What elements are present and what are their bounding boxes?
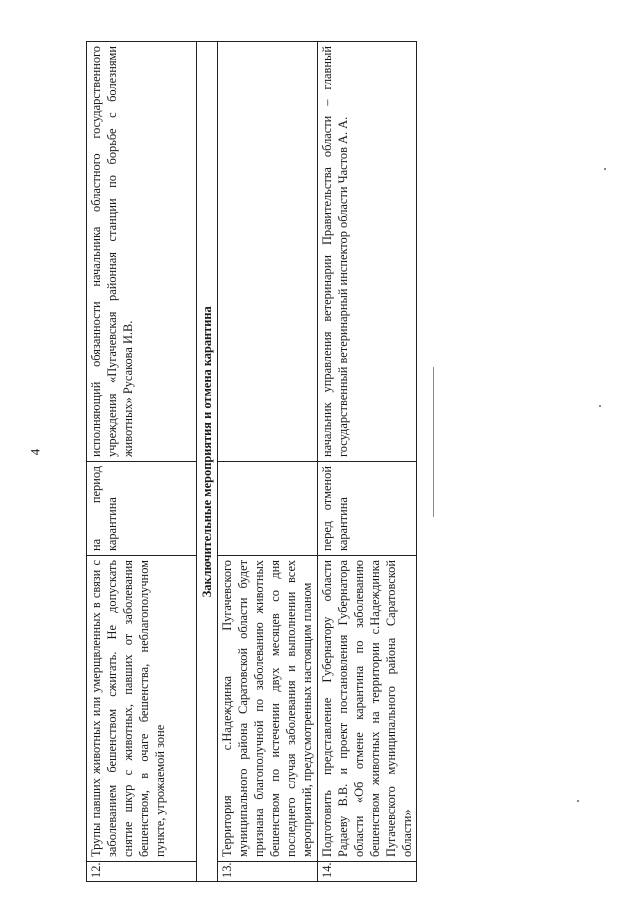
rotated-table-container: [86, 42, 416, 882]
section-heading: Заключительные мероприятия и отмена карантина: [197, 42, 218, 862]
measure-text: Трупы павших животных или умерщвленных в связи с заболеванием бешенством сжигать. Не допускать снятие шкур с животных, павших от заболевания бешенством, в очаге бешенства, неблагополучном пункте, угрожаемой зоне: [87, 556, 197, 862]
section-heading-row: [197, 42, 218, 882]
row-number: 13.: [218, 862, 318, 882]
period-text: [218, 462, 318, 556]
quarantine-measures-table: [86, 41, 417, 882]
measure-text: Территория с.Надеждинка Пугачевского муниципального района Саратовской области будет признана благополучной по заболеванию животных бешенством по истечении двух месяцев со дня последнего случая заболевания и выполнении всех мероприятий, предусмотренных настоящим планом: [218, 556, 318, 862]
row-number: 12.: [87, 862, 197, 882]
responsible-text: исполняющий обязанности начальника областного государственного учреждения «Пугачевская районная станции по борьбе с болезнями животных» Русакова И.В.: [87, 42, 197, 462]
scan-speck: [577, 800, 579, 802]
period-text: перед отменой карантина: [318, 462, 417, 556]
table-row: [318, 42, 417, 882]
page-number: 4: [27, 448, 43, 456]
table-row: [218, 42, 318, 882]
responsible-text: [218, 42, 318, 462]
section-heading-blank: [197, 862, 218, 882]
period-text: на период карантина: [87, 462, 197, 556]
responsible-text: начальник управления ветеринарии Правительства области – главный государственный ветеринарный инспектор области Частов А. А.: [318, 42, 417, 462]
scan-speck: [599, 405, 601, 407]
underline-mark: [433, 367, 434, 517]
row-number: 14.: [318, 862, 417, 882]
table-row: [87, 42, 197, 882]
scan-speck: [604, 168, 606, 170]
measure-text: Подготовить представление Губернатору области Радаеву В.В. и проект постановления Губернатора области «Об отмене карантина по заболеванию бешенством животных на территории с.Надеждинка Пугачевского муниципального района Саратовской области»: [318, 556, 417, 862]
